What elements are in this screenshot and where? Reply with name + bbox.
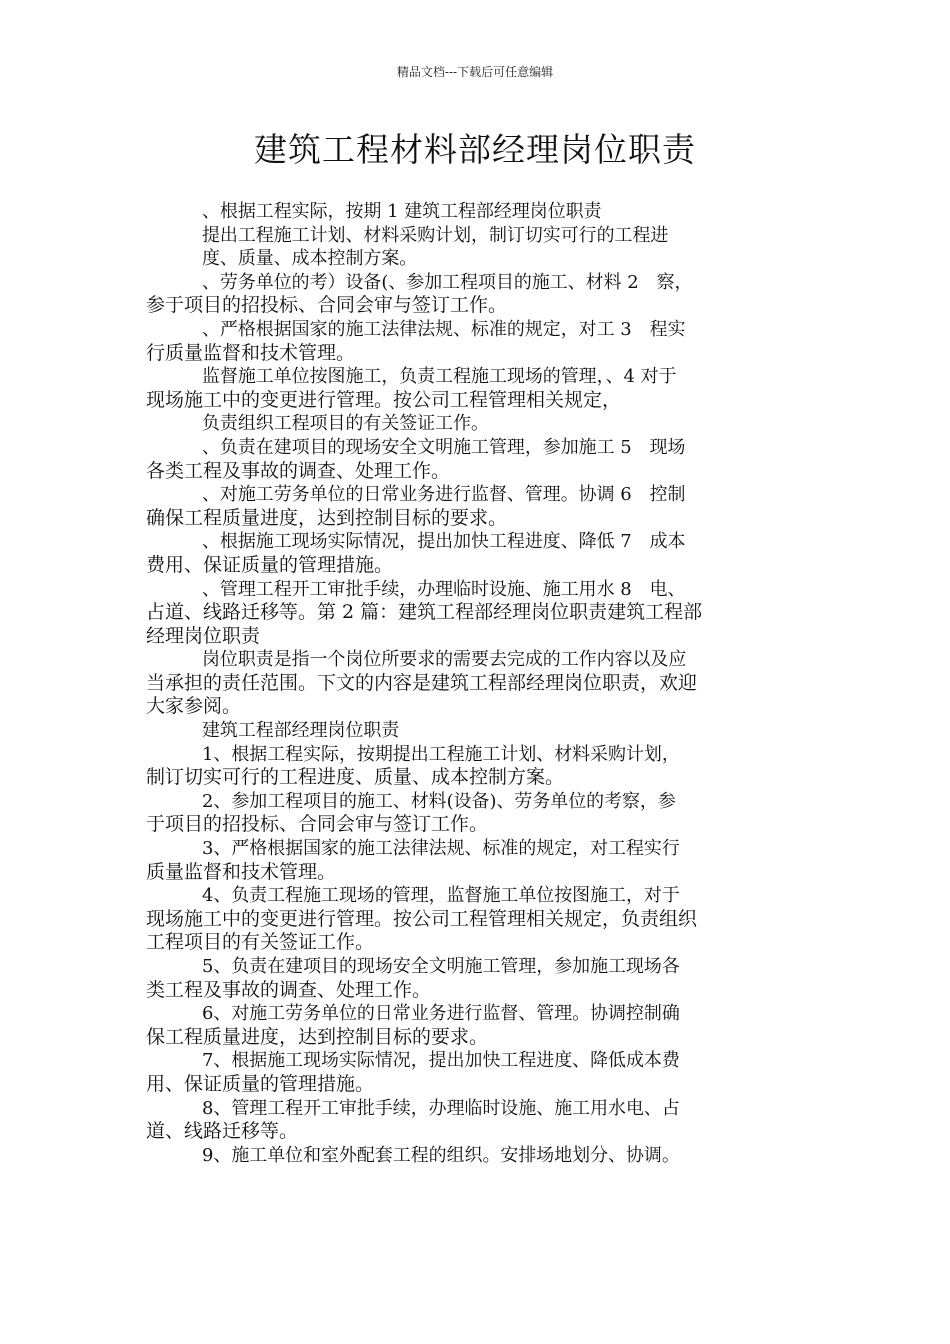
body-text-line: 9、施工单位和室外配套工程的组织。安排场地划分、协调。: [202, 1144, 680, 1166]
body-text-line: 8、管理工程开工审批手续，办理临时设施、施工用水电、占: [202, 1097, 680, 1119]
body-text-line: 、根据施工现场实际情况，提出加快工程进度、降低 7 成本: [202, 531, 686, 553]
body-text-line: 质量监督和技术管理。: [146, 860, 337, 883]
body-text-line: 3、严格根据国家的施工法律法规、标准的规定，对工程实行: [202, 838, 680, 860]
body-text-line: 、对施工劳务单位的日常业务进行监督、管理。协调 6 控制: [202, 484, 686, 506]
body-text-line: 7、根据施工现场实际情况，提出加快工程进度、降低成本费: [202, 1050, 680, 1072]
body-text-line: 参于项目的招投标、合同会审与签订工作。: [146, 294, 508, 317]
body-text-line: 、劳务单位的考）设备(、参加工程项目的施工、材料 2 察，: [202, 271, 693, 293]
body-text-line: 道、线路迁移等。: [146, 1120, 299, 1143]
body-text-line: 行质量监督和技术管理。: [146, 341, 356, 364]
body-text-line: 确保工程质量进度，达到控制目标的要求。: [146, 506, 508, 529]
body-text-line: 6、对施工劳务单位的日常业务进行监督、管理。协调控制确: [202, 1003, 680, 1025]
body-text-line: 现场施工中的变更进行管理。按公司工程管理相关规定，负责组织: [146, 907, 698, 930]
body-text-line: 4、负责工程施工现场的管理，监督施工单位按图施工，对于: [202, 885, 680, 907]
body-text-line: 于项目的招投标、合同会审与签订工作。: [146, 813, 489, 836]
body-text-line: 建筑工程部经理岗位职责: [202, 720, 400, 742]
body-text-line: 、负责在建项目的现场安全文明施工管理，参加施工 5 现场: [202, 436, 686, 458]
body-text-line: 现场施工中的变更进行管理。按公司工程管理相关规定，: [146, 388, 622, 411]
body-text-line: 负责组织工程项目的有关签证工作。: [202, 413, 489, 435]
body-text-line: 占道、线路迁移等。第 2 篇：建筑工程部经理岗位职责建筑工程部: [146, 601, 703, 624]
body-text-line: 类工程及事故的调查、处理工作。: [146, 978, 432, 1001]
body-text-line: 经理岗位职责: [146, 624, 261, 647]
body-text-line: 1、根据工程实际，按期提出工程施工计划、材料采购计划，: [202, 743, 680, 765]
body-text-line: 度、质量、成本控制方案。: [202, 248, 418, 270]
body-text-line: 大家参阅。: [146, 695, 242, 718]
body-text-line: 保工程质量进度，达到控制目标的要求。: [146, 1025, 489, 1048]
body-text-line: 工程项目的有关签证工作。: [146, 931, 375, 954]
body-text-line: 、管理工程开工审批手续，办理临时设施、施工用水 8 电、: [202, 578, 686, 600]
body-text-line: 5、负责在建项目的现场安全文明施工管理，参加施工现场各: [202, 956, 680, 977]
body-text-line: 、根据工程实际，按期 1 建筑工程部经理岗位职责: [202, 201, 602, 222]
body-text-line: 费用、保证质量的管理措施。: [146, 553, 394, 576]
body-text-line: 用、保证质量的管理措施。: [146, 1072, 375, 1095]
body-text-line: 、严格根据国家的施工法律法规、标准的规定，对工 3 程实: [202, 318, 686, 340]
page-header-note: 精品文档---下载后可任意编辑: [396, 65, 554, 79]
body-text-line: 各类工程及事故的调查、处理工作。: [146, 459, 451, 482]
body-text-line: 制订切实可行的工程进度、质量、成本控制方案。: [146, 766, 565, 789]
body-text-line: 当承担的责任范围。下文的内容是建筑工程部经理岗位职责，欢迎: [146, 671, 698, 694]
body-text-line: 监督施工单位按图施工，负责工程施工现场的管理，、4 对于: [202, 366, 677, 388]
body-text-line: 提出工程施工计划、材料采购计划，制订切实可行的工程进: [202, 224, 669, 246]
document-body: [146, 200, 806, 1167]
body-text-line: 岗位职责是指一个岗位所要求的需要去完成的工作内容以及应: [202, 649, 687, 671]
document-title: 建筑工程材料部经理岗位职责: [254, 130, 696, 169]
body-text-line: 2、参加工程项目的施工、材料(设备)、劳务单位的考察，参: [202, 790, 676, 812]
